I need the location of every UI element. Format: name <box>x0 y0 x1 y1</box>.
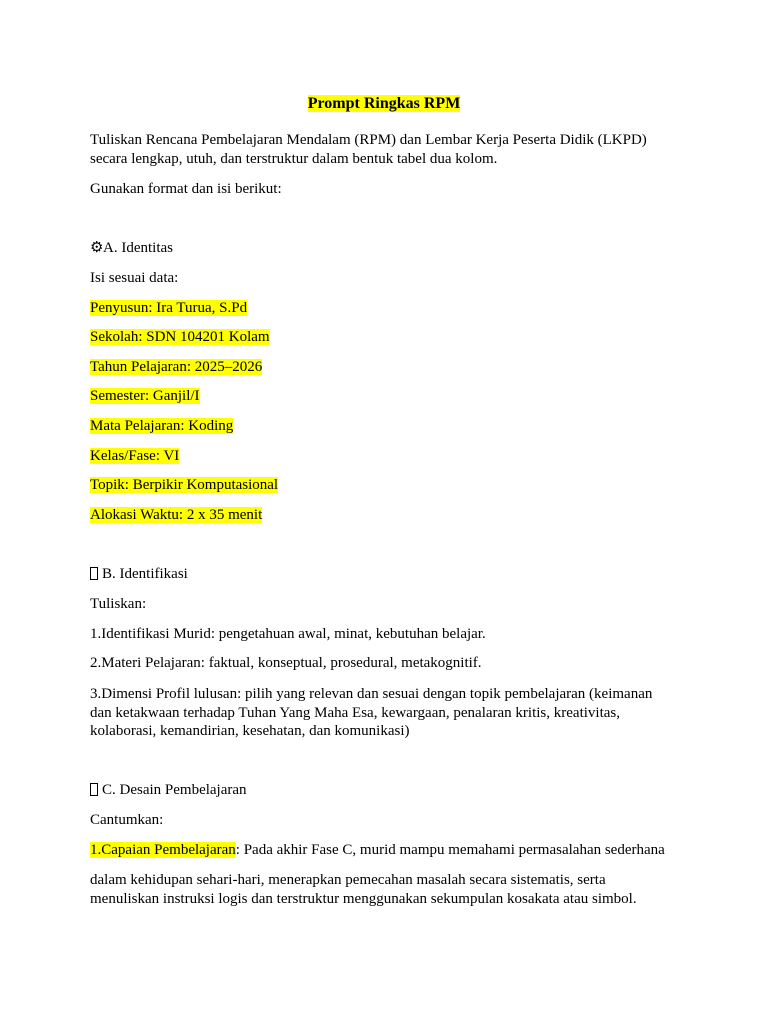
section-a-heading <box>90 239 173 257</box>
section-b-lead: Tuliskan: <box>90 596 147 612</box>
identity-item-text: Tahun Pelajaran: 2025–2026 <box>90 359 263 375</box>
section-c-heading-text: C. Desain Pembelajaran <box>102 782 247 798</box>
capaian-pembelajaran-line-1 <box>90 841 665 859</box>
identity-item-text: Sekolah: SDN 104201 Kolam <box>90 329 270 345</box>
identification-item-1: 1.Identifikasi Murid: pengetahuan awal, minat, kebutuhan belajar. <box>90 626 486 642</box>
identity-item <box>90 447 179 465</box>
capaian-pembelajaran-line-3: menuliskan instruksi logis dan terstruktur menggunakan sekumpulan kosakata atau simbol. <box>90 891 637 907</box>
identity-item-text: Alokasi Waktu: 2 x 35 menit <box>90 507 263 523</box>
document-title-text: Prompt Ringkas RPM <box>307 95 461 112</box>
intro-line-2: secara lengkap, utuh, dan terstruktur dalam bentuk tabel dua kolom. <box>90 151 498 167</box>
identification-item-3-line-1: 3.Dimensi Profil lulusan: pilih yang relevan dan sesuai dengan topik pembelajaran (keimanan <box>90 686 653 702</box>
identity-item-text: Topik: Berpikir Komputasional <box>90 477 279 493</box>
identity-item-text: Mata Pelajaran: Koding <box>90 418 234 434</box>
gear-icon: ⚙ <box>90 240 104 256</box>
identity-item <box>90 299 247 317</box>
identity-item <box>90 476 278 494</box>
section-a-heading-text: A. Identitas <box>103 240 173 256</box>
identity-item <box>90 387 200 405</box>
capaian-pembelajaran-text: : Pada akhir Fase C, murid mampu memahami permasalahan sederhana <box>235 842 665 858</box>
section-b-heading-text: B. Identifikasi <box>102 566 188 582</box>
identity-item <box>90 417 233 435</box>
capaian-pembelajaran-line-2: dalam kehidupan sehari-hari, menerapkan pemecahan masalah secara sistematis, serta <box>90 872 606 888</box>
intro-line-3: Gunakan format dan isi berikut: <box>90 181 282 197</box>
intro-line-1: Tuliskan Rencana Pembelajaran Mendalam (RPM) dan Lembar Kerja Peserta Didik (LKPD) <box>90 132 647 148</box>
identification-item-3-line-3: kolaborasi, kemandirian, kesehatan, dan komunikasi) <box>90 723 410 739</box>
document-title <box>0 94 768 113</box>
identity-item <box>90 358 262 376</box>
identification-item-2: 2.Materi Pelajaran: faktual, konseptual, prosedural, metakognitif. <box>90 655 482 671</box>
section-b-heading <box>90 565 188 583</box>
section-a-lead: Isi sesuai data: <box>90 270 179 286</box>
missing-glyph-icon <box>90 567 98 580</box>
identity-item-text: Kelas/Fase: VI <box>90 448 180 464</box>
identity-item-text: Penyusun: Ira Turua, S.Pd <box>90 300 248 316</box>
identity-item <box>90 506 262 524</box>
identity-item <box>90 328 270 346</box>
identity-item-text: Semester: Ganjil/I <box>90 388 200 404</box>
capaian-pembelajaran-label: 1.Capaian Pembelajaran <box>90 842 236 858</box>
section-c-heading <box>90 781 247 799</box>
identification-item-3-line-2: dan ketakwaan terhadap Tuhan Yang Maha Esa, kewargaan, penalaran kritis, kreativitas, <box>90 705 620 721</box>
missing-glyph-icon <box>90 783 98 796</box>
section-c-lead: Cantumkan: <box>90 812 164 828</box>
